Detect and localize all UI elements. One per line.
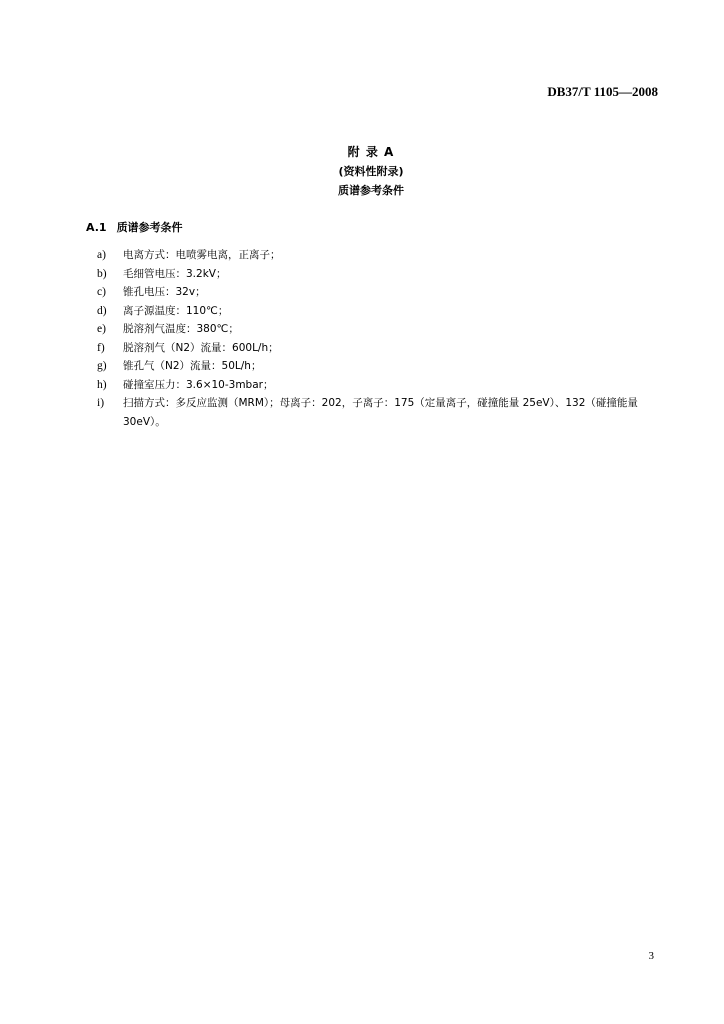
item-text: 脱溶剂气（N2）流量：600L/h； [123,341,279,354]
item-label: f) [97,341,105,354]
list-item [86,357,666,376]
document-code: DB37/T 1105—2008 [547,84,658,99]
item-label: d) [97,304,107,317]
appendix-title: 附 录 A [347,145,395,159]
item-text: 离子源温度：110℃； [123,304,229,317]
list-item [86,394,666,431]
item-text: 脱溶剂气温度：380℃； [123,323,239,335]
list-item [86,265,666,284]
item-text: 扫描方式：多反应监测（MRM）；母离子：202，子离子：175（定量离子，碰撞能量 25eV）、132（碰撞能量 30eV）。 [123,397,638,428]
item-label: g) [97,360,107,372]
section-title: 质谱参考条件 [116,221,183,234]
item-label: e) [97,323,106,335]
item-label: b) [97,267,107,280]
list-item [86,283,666,302]
list-item [86,376,666,395]
condition-list [86,246,666,431]
list-item [86,320,666,339]
page-number: 3 [648,950,654,962]
appendix-heading: 质谱参考条件 [338,184,404,197]
item-text: 锥孔电压：32v； [123,286,206,298]
appendix-type: (资料性附录) [338,165,404,178]
appendix-header [0,143,724,200]
list-item [86,302,666,321]
list-item [86,339,666,358]
item-label: i) [97,397,105,409]
item-text: 电离方式：电喷雾电离，正离子； [123,249,281,261]
section-heading [86,220,183,235]
item-label: a) [97,249,106,261]
list-item [86,246,666,265]
section-number: A.1 [86,221,107,234]
item-text: 碰撞室压力：3.6×10-3mbar； [123,378,274,391]
item-text: 毛细管电压：3.2kV； [123,267,227,280]
item-text: 锥孔气（N2）流量：50L/h； [123,360,262,372]
item-label: c) [97,286,106,298]
item-label: h) [97,378,107,391]
